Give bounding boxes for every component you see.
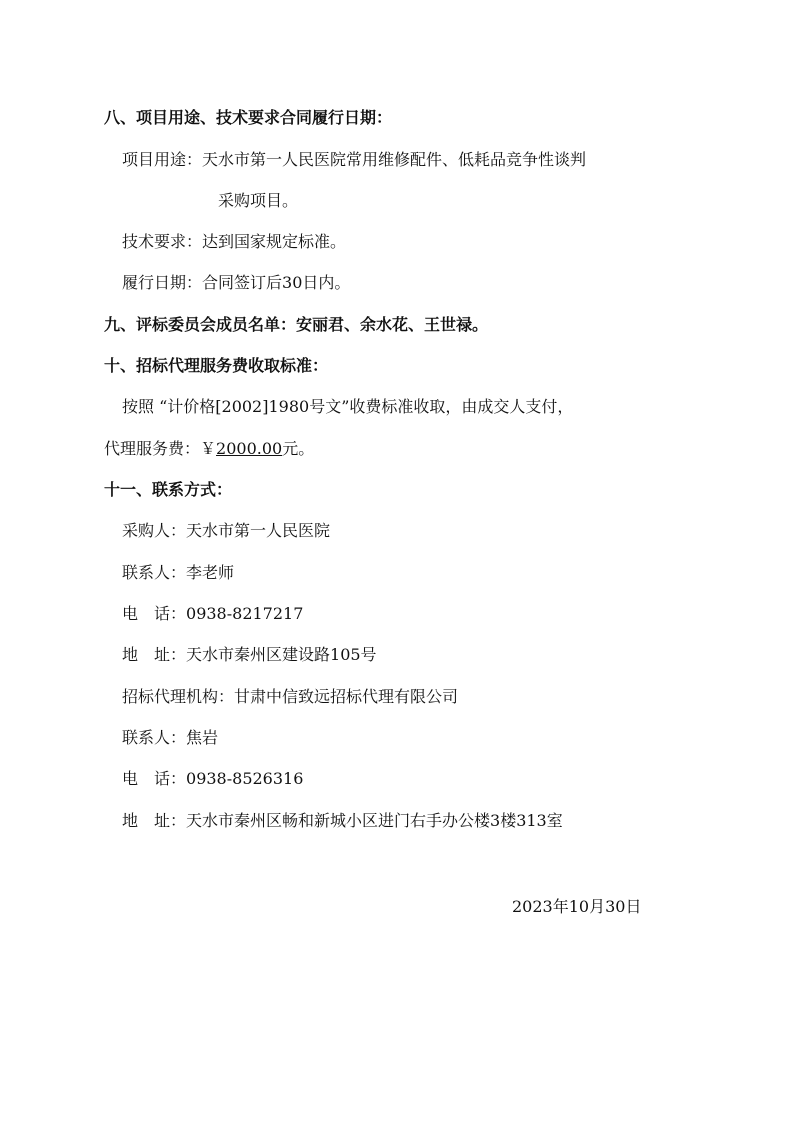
address-2-row	[122, 810, 563, 832]
contact-2-label: 联系人：	[122, 728, 187, 747]
address-1-row	[122, 644, 377, 666]
section-10-heading: 十、招标代理服务费收取标准：	[104, 356, 329, 375]
phone-2-label: 电 话：	[122, 769, 187, 788]
contact-2-value: 焦岩	[186, 728, 219, 747]
phone-1-row	[122, 603, 303, 625]
phone-2-value: 0938-8526316	[186, 769, 304, 788]
phone-2-row	[122, 768, 303, 790]
address-1-value: 天水市秦州区建设路105号	[186, 645, 377, 664]
address-2-label: 地 址：	[122, 811, 187, 830]
address-1-label: 地 址：	[122, 645, 187, 664]
agency-row	[122, 686, 458, 708]
fee-amount: 2000.00	[216, 439, 283, 458]
contact-1-label: 联系人：	[122, 563, 187, 582]
date-value: 合同签订后30日内。	[202, 273, 351, 292]
section-11-heading: 十一、联系方式：	[104, 480, 233, 499]
purpose-label: 项目用途：	[122, 150, 203, 169]
purpose-value-line2: 采购项目。	[218, 191, 299, 210]
fee-currency: ￥	[200, 439, 217, 458]
date-row	[122, 272, 350, 294]
contact-2-row	[122, 727, 218, 749]
purpose-value-line1: 天水市第一人民医院常用维修配件、低耗品竞争性谈判	[202, 150, 587, 169]
tech-row	[122, 231, 346, 253]
fee-basis-line: 按照 “计价格[2002]1980号文”收费标准收取，由成交人支付，	[122, 397, 574, 416]
purpose-row	[122, 149, 586, 171]
phone-1-label: 电 话：	[122, 604, 187, 623]
phone-1-value: 0938-8217217	[186, 604, 304, 623]
contact-1-row	[122, 562, 234, 584]
tech-value: 达到国家规定标准。	[202, 232, 347, 251]
document-date: 2023年10月30日	[512, 897, 642, 916]
contact-1-value: 李老师	[186, 563, 235, 582]
fee-unit: 元。	[282, 439, 315, 458]
section-8-heading: 八、项目用途、技术要求合同履行日期：	[104, 108, 393, 127]
date-label: 履行日期：	[122, 273, 203, 292]
agency-label: 招标代理机构：	[122, 687, 235, 706]
fee-row	[104, 438, 314, 460]
fee-label: 代理服务费：	[104, 439, 201, 458]
address-2-value: 天水市秦州区畅和新城小区进门右手办公楼3楼313室	[186, 811, 563, 830]
agency-value: 甘肃中信致远招标代理有限公司	[234, 687, 459, 706]
purchaser-label: 采购人：	[122, 521, 187, 540]
section-9-heading: 九、评标委员会成员名单：安丽君、余水花、王世禄。	[104, 315, 489, 334]
purchaser-row	[122, 520, 330, 542]
tech-label: 技术要求：	[122, 232, 203, 251]
purchaser-value: 天水市第一人民医院	[186, 521, 331, 540]
